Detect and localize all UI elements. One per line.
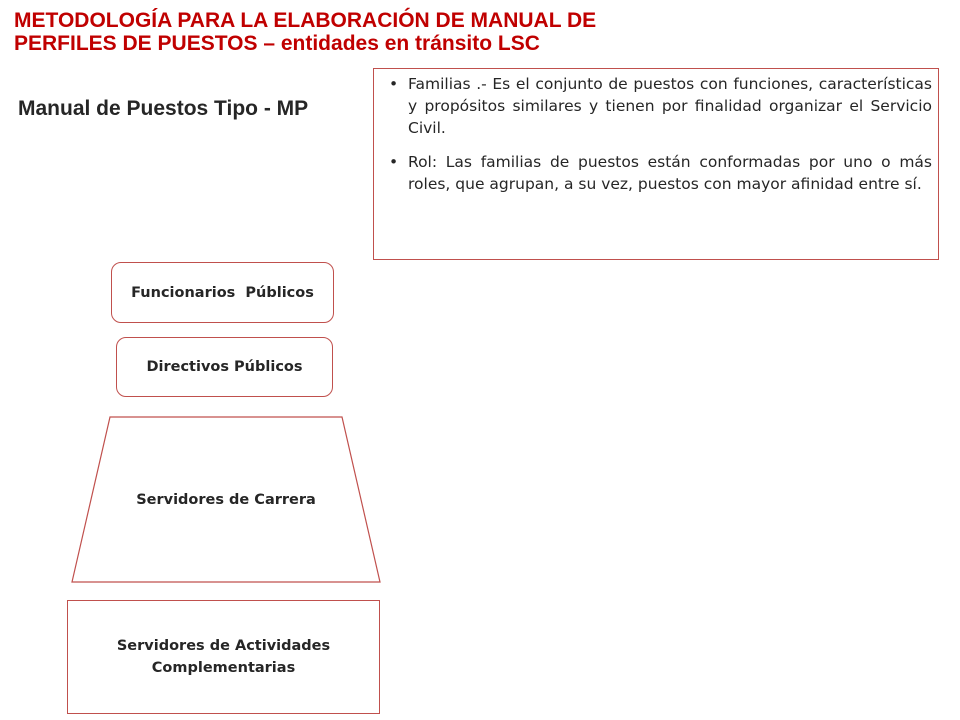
servidores-actividades-label-line-2: Complementarias: [151, 660, 296, 676]
funcionarios-publicos-box: [111, 262, 334, 323]
definition-familias-text: Familias .- Es el conjunto de puestos con funciones, características y propósitos similares y tienen por finalidad organizar el Servicio Civil.: [408, 75, 932, 137]
definitions-callout: [373, 68, 939, 260]
funcionarios-publicos-label: Funcionarios Públicos: [131, 284, 314, 301]
definition-rol: [389, 151, 932, 195]
servidores-carrera-shape: [70, 416, 382, 583]
bullet-icon: •: [389, 153, 399, 171]
servidores-carrera-label: Servidores de Carrera: [136, 491, 316, 508]
directivos-publicos-box: [116, 337, 333, 397]
directivos-publicos-label: Directivos Públicos: [146, 359, 303, 375]
definitions-list: [388, 73, 932, 195]
page-subtitle: Manual de Puestos Tipo - MP: [18, 97, 309, 120]
definition-familias: [389, 73, 932, 139]
page-title-line-1: METODOLOGÍA PARA LA ELABORACIÓN DE MANUAL DE: [14, 9, 597, 32]
bullet-icon: •: [389, 75, 399, 93]
servidores-actividades-label-line-1: Servidores de Actividades: [116, 638, 331, 654]
page-title: [14, 9, 774, 55]
definition-rol-text: Rol: Las familias de puestos están conformadas por uno o más roles, que agrupan, a su vez, puestos con mayor afinidad entre sí.: [408, 153, 932, 193]
servidores-actividades-box: [67, 600, 380, 714]
page-title-line-2: PERFILES DE PUESTOS – entidades en tránsito LSC: [14, 32, 540, 55]
